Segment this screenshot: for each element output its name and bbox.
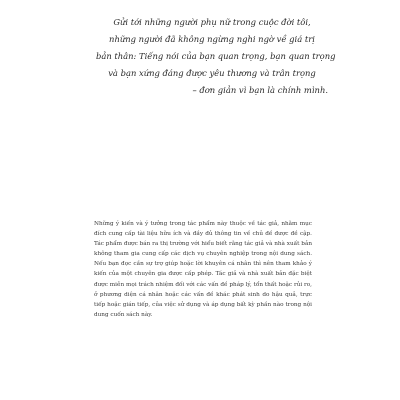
dedication-line: Gửi tới những người phụ nữ trong cuộc đời tôi, <box>113 17 311 27</box>
dedication-line: và bạn xứng đáng được yêu thương và trân trọng <box>108 68 316 78</box>
dedication-line: những người đã không ngừng nghi ngờ về giá trị <box>109 34 315 44</box>
dedication-line: bản thân: Tiếng nói của bạn quan trọng, bạn quan trọng <box>96 51 336 61</box>
dedication <box>96 14 336 99</box>
disclaimer-paragraph: Những ý kiến và ý tưởng trong tác phẩm này thuộc về tác giả, nhằm mục đích cung cấp tài liệu hữu ích và đầy đủ thông tin về chủ đề được đề cập. Tác phẩm được bán ra thị trường với hiểu biết rằng tác giả và nhà xuất bản không tham gia cung cấp các dịch vụ chuyên nghiệp trong nội dung sách. Nếu bạn đọc cần sự trợ giúp hoặc lời khuyên cá nhân thì nên tham khảo ý kiến của một chuyên gia được cấp phép. Tác giả và nhà xuất bản đặc biệt được miễn mọi trách nhiệm đối với các vấn đề pháp lý, tổn thất hoặc rủi ro, ở phương diện cá nhân hoặc các vấn đề khác phát sinh do hậu quả, trực tiếp hoặc gián tiếp, của việc sử dụng và áp dụng bất kỳ phần nào trong nội dung cuốn sách này. <box>94 221 312 318</box>
dedication-line: – đơn giản vì bạn là chính mình. <box>192 85 328 95</box>
